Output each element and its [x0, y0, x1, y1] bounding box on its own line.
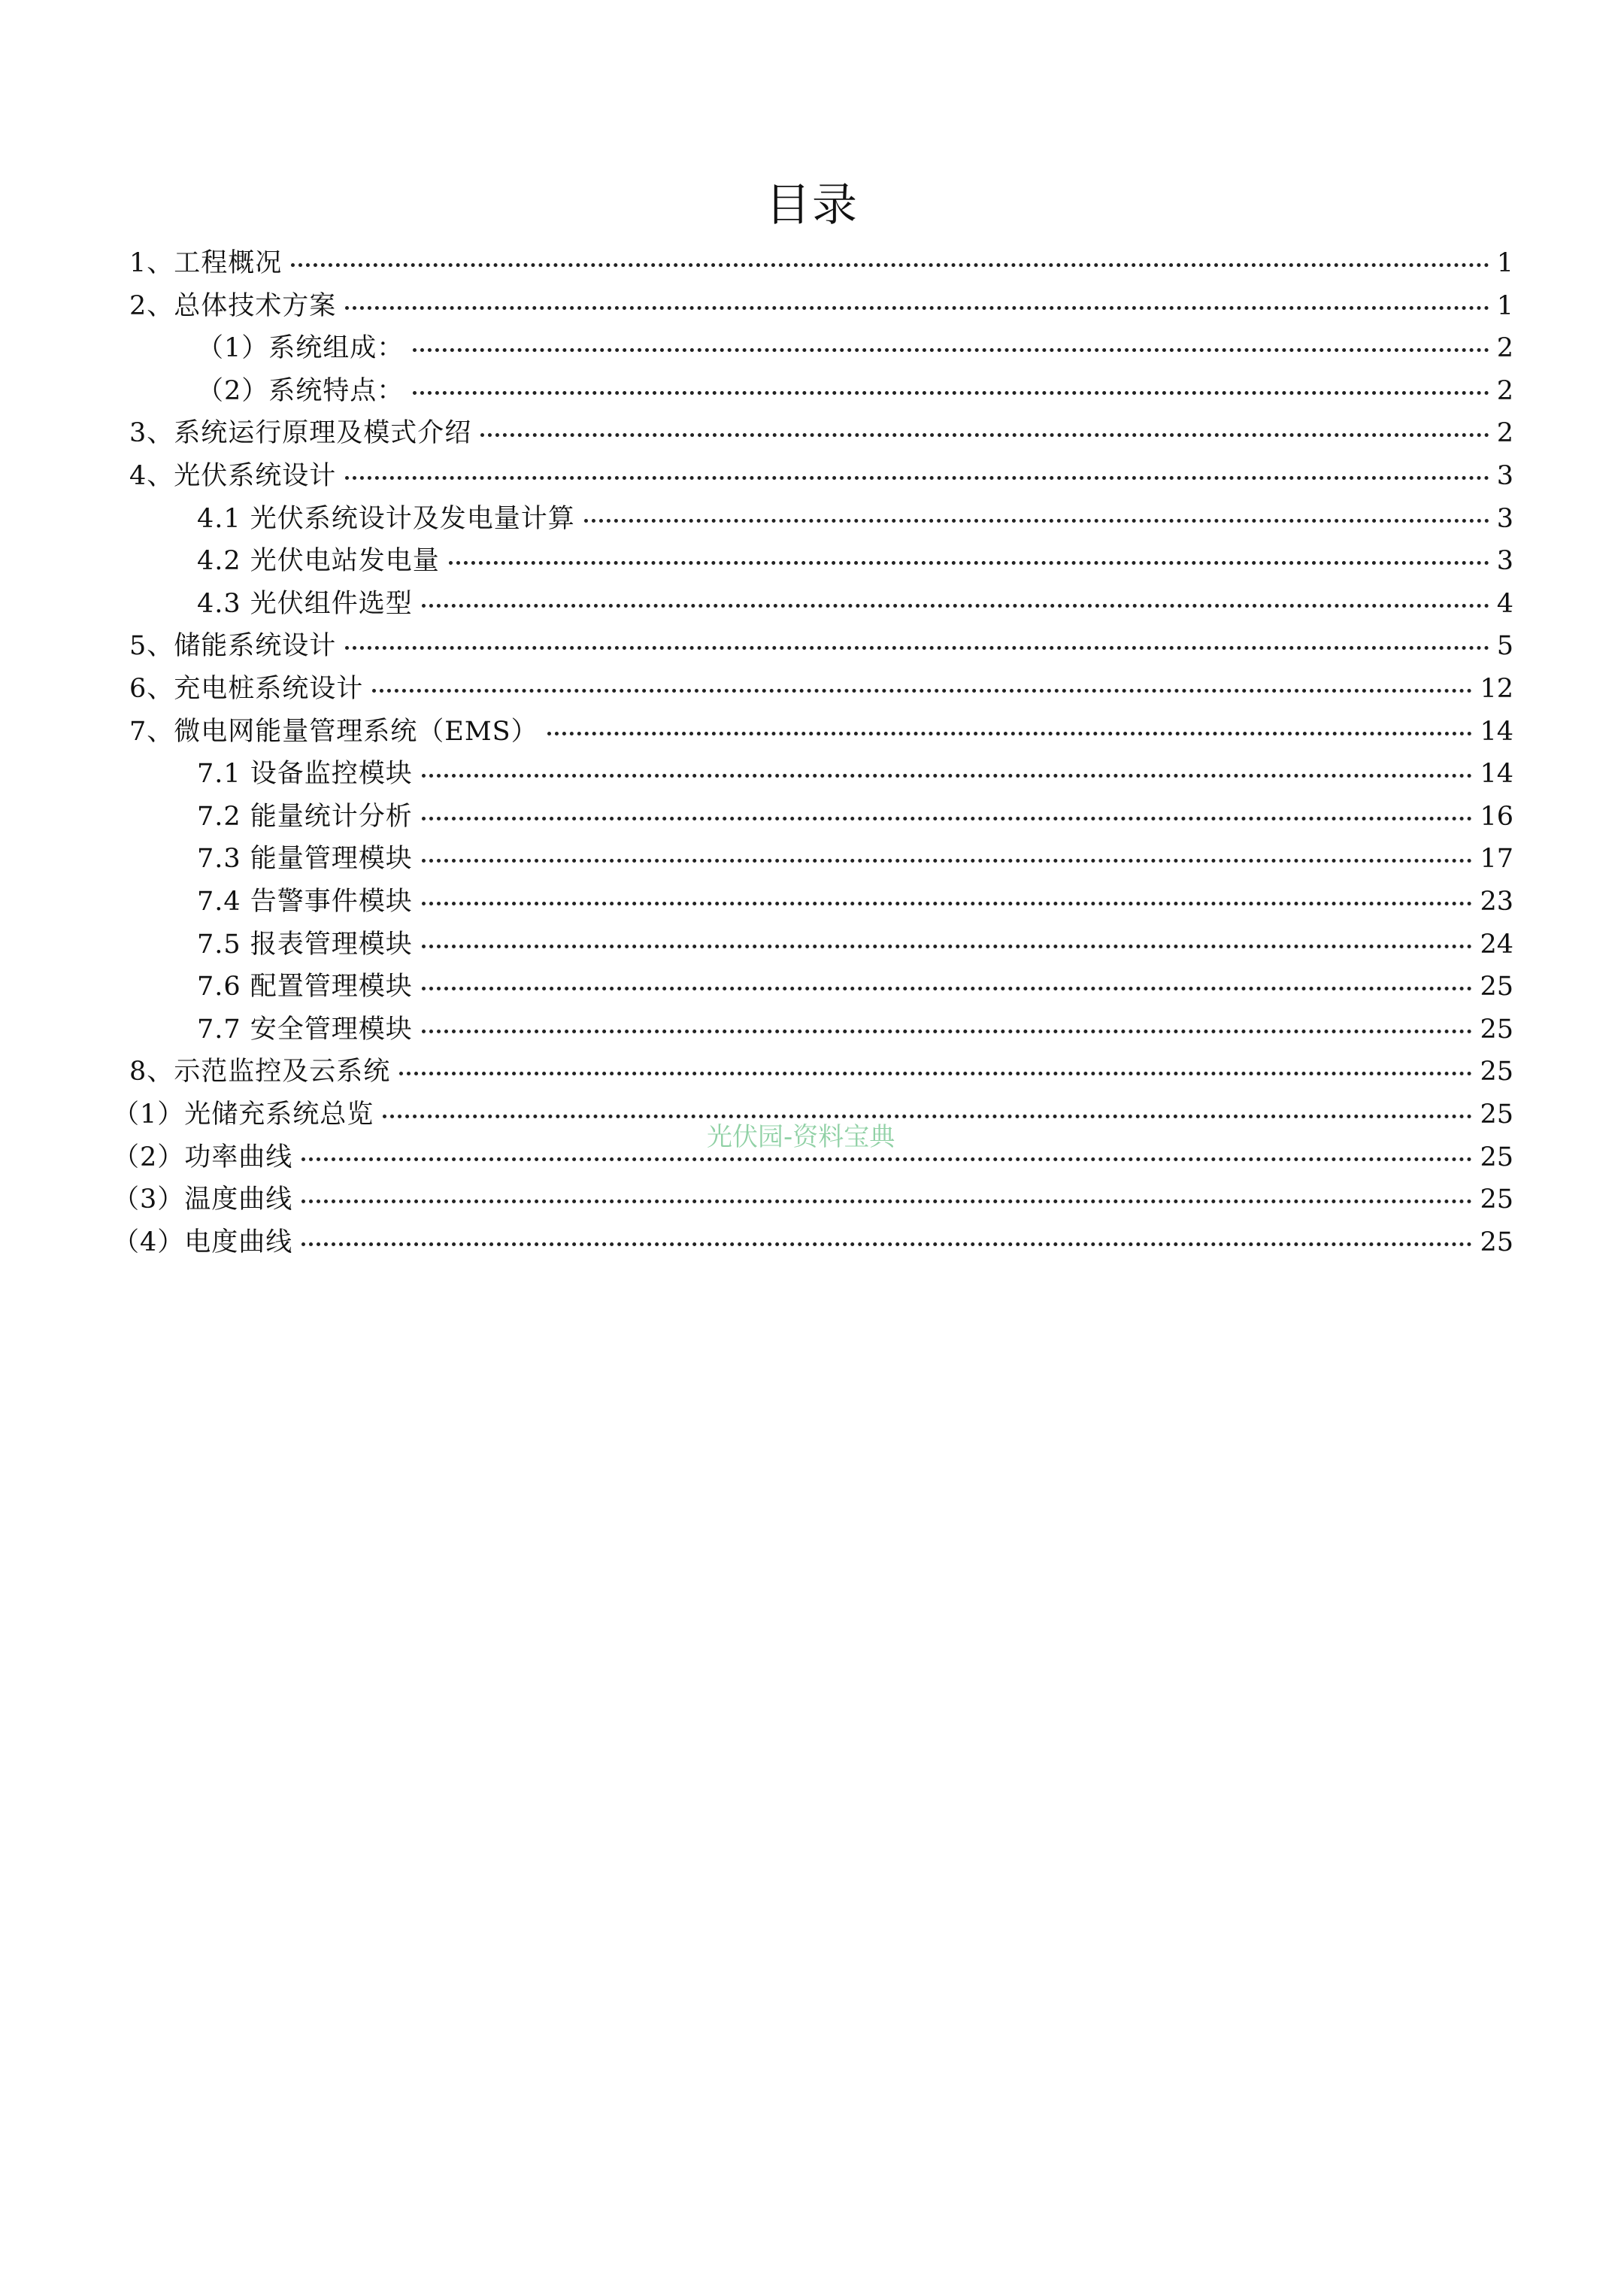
watermark-text: 光伏园-资料宝典 — [707, 1122, 895, 1152]
toc-entry-label: 3、系统运行原理及模式介绍 — [129, 418, 472, 448]
toc-entry[interactable] — [197, 327, 1513, 369]
toc-entry-label: 7.7 安全管理模块 — [197, 1015, 413, 1045]
toc-dot-leader — [480, 433, 1489, 437]
toc-entry[interactable] — [197, 583, 1513, 625]
toc-entry-page: 5 — [1496, 631, 1513, 661]
toc-entry-label: 7.1 设备监控模块 — [197, 759, 413, 789]
toc-entry[interactable] — [129, 625, 1513, 667]
toc-entry-page: 12 — [1480, 674, 1513, 704]
toc-entry[interactable] — [129, 668, 1513, 710]
toc-entry-page: 25 — [1480, 1142, 1513, 1172]
toc-dot-leader — [372, 689, 1472, 693]
toc-dot-leader — [422, 817, 1473, 820]
toc-entry-page: 3 — [1496, 504, 1513, 534]
toc-entry-label: （2）系统特点： — [197, 376, 404, 406]
toc-entry-page: 4 — [1496, 589, 1513, 619]
toc-entry[interactable] — [197, 370, 1513, 412]
toc-entry-page: 23 — [1480, 887, 1513, 917]
toc-entry-label: 4、光伏系统设计 — [129, 461, 337, 491]
toc-entry-page: 14 — [1480, 759, 1513, 789]
toc-entry[interactable] — [129, 412, 1513, 454]
toc-dot-leader — [422, 902, 1473, 905]
toc-dot-leader — [422, 859, 1473, 863]
toc-entry-page: 24 — [1480, 930, 1513, 960]
toc-entry-label: 5、储能系统设计 — [129, 631, 337, 661]
toc-entry-page: 17 — [1480, 844, 1513, 874]
toc-entry[interactable] — [129, 1051, 1513, 1093]
toc-dot-leader — [345, 306, 1489, 310]
toc-entry[interactable] — [197, 924, 1513, 966]
toc-entry-page: 25 — [1480, 1184, 1513, 1215]
toc-dot-leader — [422, 604, 1489, 608]
toc-dot-leader — [291, 263, 1489, 267]
toc-entry-page: 25 — [1480, 1227, 1513, 1257]
toc-entry-label: （4）电度曲线 — [113, 1227, 293, 1257]
toc-entry-page: 25 — [1480, 1099, 1513, 1130]
toc-entry-page: 1 — [1496, 291, 1513, 321]
toc-entry[interactable] — [129, 242, 1513, 284]
toc-entry[interactable] — [197, 540, 1513, 582]
toc-entry-label: 6、充电桩系统设计 — [129, 674, 364, 704]
toc-dot-leader — [399, 1072, 1472, 1075]
toc-entry-label: 8、示范监控及云系统 — [129, 1057, 391, 1087]
toc-dot-leader — [301, 1200, 1472, 1203]
toc-entry-page: 3 — [1496, 461, 1513, 491]
toc-dot-leader — [383, 1115, 1472, 1118]
toc-dot-leader — [422, 987, 1473, 990]
toc-entry[interactable] — [197, 1008, 1513, 1051]
toc-entry-label: （1）光储充系统总览 — [113, 1099, 374, 1130]
toc-title: 目录 — [765, 179, 859, 232]
toc-dot-leader — [547, 732, 1473, 736]
toc-entry-page: 16 — [1480, 802, 1513, 832]
toc-entry[interactable] — [197, 498, 1513, 540]
toc-entry-label: （3）温度曲线 — [113, 1184, 293, 1215]
toc-dot-leader — [413, 348, 1489, 352]
toc-entry-page: 25 — [1480, 1057, 1513, 1087]
toc-dot-leader — [301, 1157, 1472, 1161]
toc-entry-label: 7.5 报表管理模块 — [197, 930, 413, 960]
toc-dot-leader — [449, 561, 1489, 565]
toc-entry-label: 7、微电网能量管理系统（EMS） — [129, 717, 538, 747]
toc-entry-label: 7.3 能量管理模块 — [197, 844, 413, 874]
toc-entry-page: 14 — [1480, 717, 1513, 747]
toc-entry[interactable] — [129, 711, 1513, 753]
toc-dot-leader — [345, 646, 1489, 650]
toc-entry[interactable] — [197, 838, 1513, 880]
toc-dot-leader — [422, 774, 1473, 778]
toc-dot-leader — [301, 1242, 1472, 1246]
toc-entry-label: 4.1 光伏系统设计及发电量计算 — [197, 504, 575, 534]
toc-entry-page: 2 — [1496, 333, 1513, 363]
toc-dot-leader — [345, 476, 1489, 480]
toc-entry[interactable] — [197, 796, 1513, 838]
toc-entry-label: （1）系统组成： — [197, 333, 404, 363]
toc-entry[interactable] — [129, 285, 1513, 327]
toc-entry-label: （2）功率曲线 — [113, 1142, 293, 1172]
toc-entry-page: 25 — [1480, 1015, 1513, 1045]
toc-entry-label: 4.3 光伏组件选型 — [197, 589, 413, 619]
toc-entry[interactable] — [197, 966, 1513, 1008]
toc-entry[interactable] — [113, 1178, 1513, 1221]
toc-entry-page: 2 — [1496, 418, 1513, 448]
toc-entry-page: 3 — [1496, 546, 1513, 576]
toc-dot-leader — [584, 519, 1489, 523]
toc-entry-label: 7.4 告警事件模块 — [197, 887, 413, 917]
toc-entry-page: 1 — [1496, 248, 1513, 278]
toc-entry[interactable] — [197, 753, 1513, 795]
toc-entry-page: 2 — [1496, 376, 1513, 406]
toc-entry-label: 2、总体技术方案 — [129, 291, 337, 321]
toc-entry-label: 7.2 能量统计分析 — [197, 802, 413, 832]
toc-entry-page: 25 — [1480, 972, 1513, 1002]
toc-dot-leader — [422, 945, 1473, 948]
toc-dot-leader — [422, 1030, 1473, 1033]
toc-entry-label: 4.2 光伏电站发电量 — [197, 546, 440, 576]
toc-entry-label: 1、工程概况 — [129, 248, 283, 278]
toc-entry[interactable] — [113, 1221, 1513, 1263]
toc-entry[interactable] — [197, 881, 1513, 923]
toc-entry[interactable] — [129, 455, 1513, 497]
toc-entry-label: 7.6 配置管理模块 — [197, 972, 413, 1002]
toc-dot-leader — [413, 391, 1489, 395]
